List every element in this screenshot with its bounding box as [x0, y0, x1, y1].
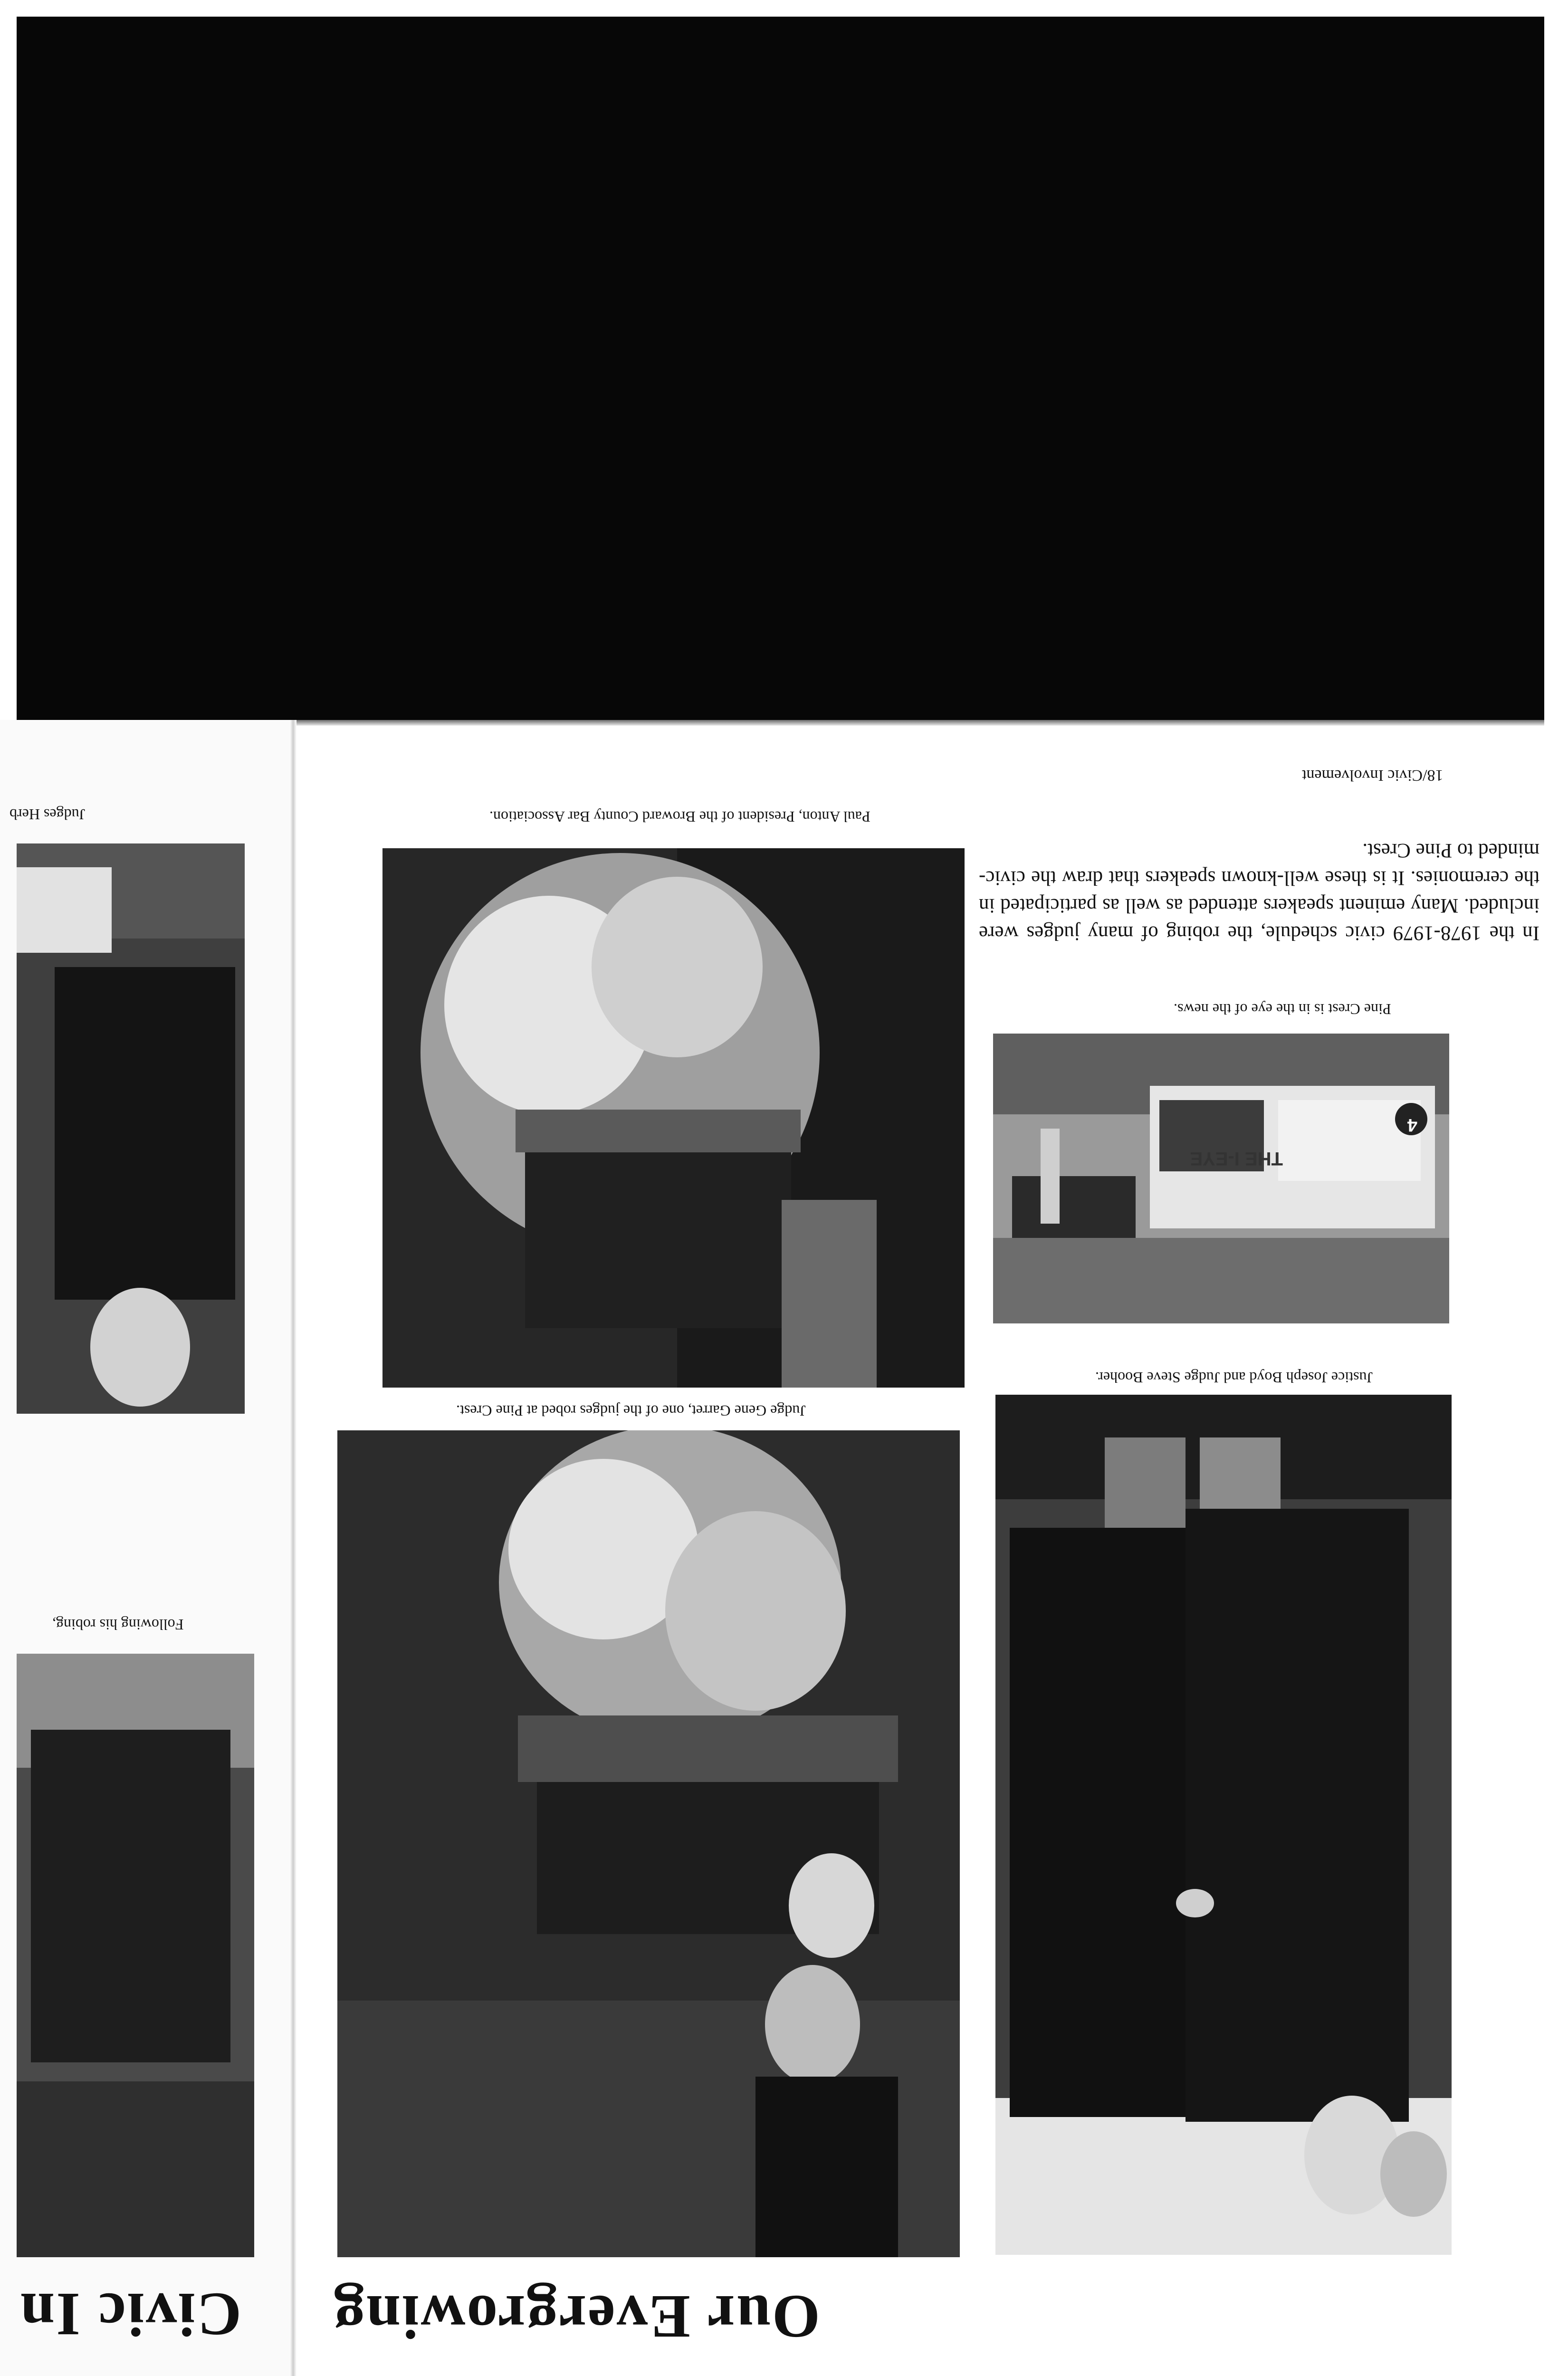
page-folio-text: 18/Civic Involvement: [1302, 766, 1444, 784]
photo-anton-image: [382, 848, 965, 1388]
photo-justices-screen: [995, 1395, 1452, 2255]
truck-number: 4: [1407, 1115, 1417, 1135]
photo-truck: [993, 1034, 1449, 1323]
right-page-title: Our Evergrowing: [333, 2282, 821, 2351]
photo-garret-screen: [337, 1430, 960, 2257]
photo-judges-screen-image: [17, 843, 245, 1414]
gutter-line: [290, 720, 296, 2376]
scanner-black-background: [17, 17, 1544, 720]
photo-robing-screen-image: [17, 1654, 254, 2257]
left-page-title: Civic In: [19, 2280, 242, 2348]
photo-anton: [382, 848, 965, 1388]
caption-anton-text: Paul Anton, President of the Broward County Bar Association.: [489, 808, 870, 825]
photo-judges-screen: [17, 843, 245, 1414]
truck-lettering: THE I-EYE: [1190, 1148, 1283, 1169]
photo-garret-screen-image: [337, 1430, 960, 2257]
caption-justices-text: Justice Joseph Boyd and Judge Steve Booher.: [1095, 1369, 1373, 1386]
caption-judges-text: Judges Herb: [10, 806, 86, 823]
caption-truck: Pine Crest is in the eye of the news.: [1174, 1001, 1391, 1018]
photo-truck-image: [993, 1034, 1449, 1323]
photo-robing-screen: [17, 1654, 254, 2257]
body-paragraph: In the 1978-1979 civic schedule, the robing of many judges were included. Many eminent speakers attended as well as participated in the ceremonies. It is these well-known speakers that draw the civic-minded to Pine Crest.: [979, 839, 1539, 944]
photo-justices-screen-image: [995, 1395, 1452, 2255]
caption-following-text: Following his robing,: [52, 1616, 184, 1633]
caption-garret-text: Judge Gene Garret, one of the judges robed at Pine Crest.: [456, 1402, 806, 1419]
